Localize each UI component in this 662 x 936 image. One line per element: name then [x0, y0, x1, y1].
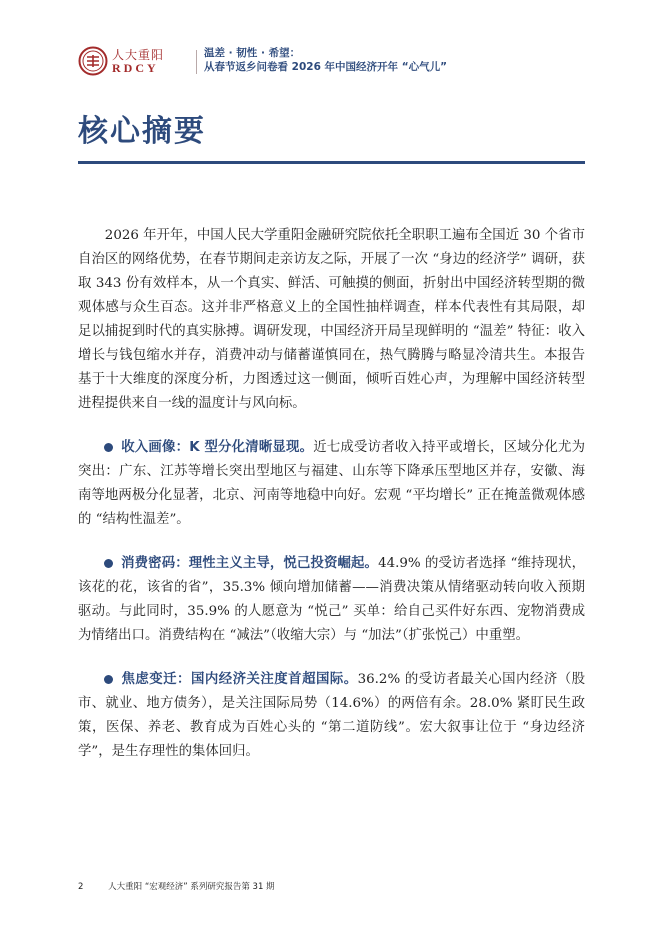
- bullet-icon: [104, 443, 113, 452]
- logo-cn-text: 人大重阳: [112, 48, 165, 62]
- series-label: 人大重阳 “宏观经济” 系列研究报告第 31 期: [108, 882, 275, 892]
- report-title-line1: 温差 · 韧性 · 希望：: [204, 47, 301, 59]
- seal-icon: [78, 46, 108, 76]
- key-point-heading: 消费密码：理性主义主导，悦己投资崛起。: [121, 556, 379, 571]
- page-number: 2: [78, 882, 84, 892]
- page-header: [78, 46, 598, 76]
- logo-en-text: RDCY: [112, 61, 159, 75]
- page-title: 核心摘要: [78, 114, 206, 149]
- bullet-icon: [104, 675, 113, 684]
- key-point-heading: 收入画像：K 型分化清晰显现。: [121, 440, 314, 455]
- key-point-consumption: [78, 552, 585, 648]
- intro-paragraph: 2026 年开年，中国人民大学重阳金融研究院依托全职职工遍布全国近 30 个省市自治区的网络优势，在春节期间走亲访友之际，开展了一次 “身边的经济学” 调研，获取 343 份有效样本，从一个真实、鲜活、可触摸的侧面，折射出中国经济转型期的微观体感与众生百态。这并非严格意义上的全国性抽样调查，样本代表性有其局限，却足以捕捉到时代的真实脉搏。调研发现，中国经济开局呈现鲜明的 “温差” 特征：收入增长与钱包缩水并存，消费冲动与储蓄谨慎同在，热气腾腾与略显冷清共生。本报告基于十大维度的深度分析，力图透过这一侧面，倾听百姓心声，为理解中国经济转型进程提供来自一线的温度计与风向标。: [78, 228, 585, 411]
- page-footer: [78, 880, 275, 892]
- key-point-heading: 焦虑变迁：国内经济关注度首超国际。: [121, 672, 358, 687]
- key-point-anxiety: [78, 668, 585, 764]
- title-divider: [78, 161, 585, 164]
- bullet-icon: [104, 559, 113, 568]
- header-divider: [196, 50, 197, 74]
- key-point-income: [78, 436, 585, 532]
- report-title-line2: 从春节返乡问卷看 2026 年中国经济开年 “心气儿”: [204, 61, 447, 73]
- key-point-text: 44.9% 的受访者选择 “维持现状，该花的花，该省的省”，35.3% 倾向增加储蓄——消费决策从情绪驱动转向收入预期驱动。与此同时，35.9% 的人愿意为 “悦己” 买单：给自己买件好东西、宠物消费成为情绪出口。消费结构在 “减法”（收缩大宗）与 “加法”（扩张悦己）中重塑。: [78, 556, 585, 643]
- key-point-text: 36.2% 的受访者最关心国内经济（股市、就业、地方债务），是关注国际局势（14.6%）的两倍有余。28.0% 紧盯民生政策，医保、养老、教育成为百姓心头的 “第二道防线”。宏大叙事让位于 “身边经济学”，是生存理性的集体回归。: [78, 672, 586, 759]
- report-title: [204, 46, 447, 74]
- summary-body: [78, 224, 585, 784]
- key-point-text: 近七成受访者收入持平或增长，区域分化尤为突出：广东、江苏等增长突出型地区与福建、山东等下降承压型地区并存，安徽、海南等地两极分化显著，北京、河南等地稳中向好。宏观 “平均增长” 正在掩盖微观体感的 “结构性温差”。: [78, 440, 585, 527]
- rdcy-logo: [78, 46, 190, 76]
